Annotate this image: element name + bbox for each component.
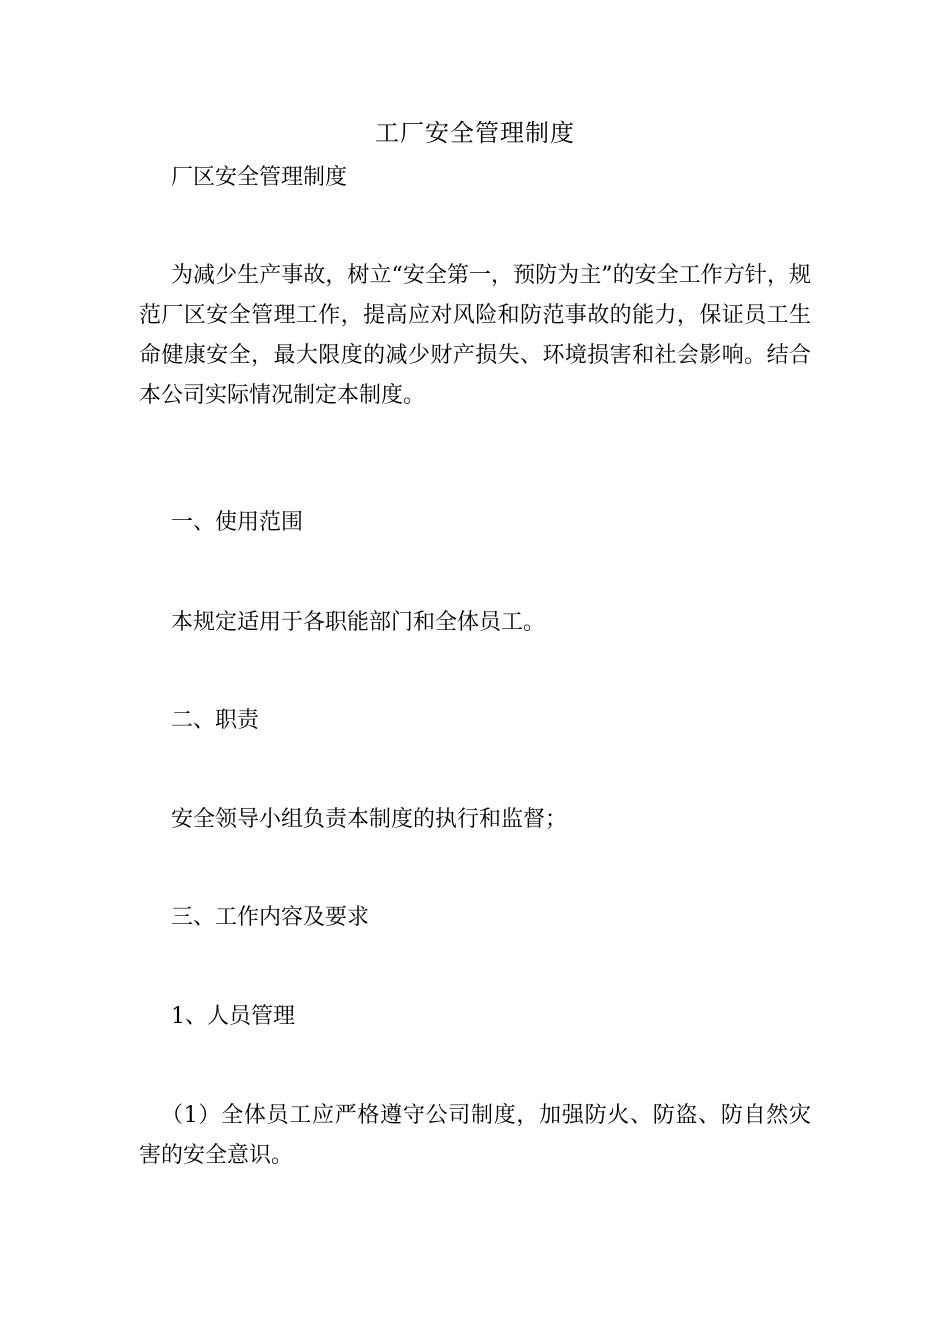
section-text-scope: 本规定适用于各职能部门和全体员工。 bbox=[171, 610, 546, 635]
section-heading-work-content: 三、工作内容及要求 bbox=[171, 905, 370, 930]
section-text-duties: 安全领导小组负责本制度的执行和监督； bbox=[171, 807, 568, 832]
intro-paragraph: 为减少生产事故，树立“安全第一，预防为主”的安全工作方针，规范厂区安全管理工作，提高应对风险和防范事故的能力，保证员工生命健康安全，最大限度的减少财产损失、环境损害和社会影响。结合本公司实际情况制定本制度。 bbox=[139, 263, 811, 408]
document-title: 工厂安全管理制度 bbox=[375, 119, 575, 147]
item-paragraph-1: （1）全体员工应严格遵守公司制度，加强防火、防盗、防自然灾害的安全意识。 bbox=[139, 1103, 811, 1168]
subsection-heading-personnel: 1、人员管理 bbox=[171, 1004, 295, 1029]
section-heading-scope: 一、使用范围 bbox=[171, 510, 304, 535]
document-subtitle: 厂区安全管理制度 bbox=[171, 165, 348, 190]
section-heading-duties: 二、职责 bbox=[171, 708, 260, 733]
